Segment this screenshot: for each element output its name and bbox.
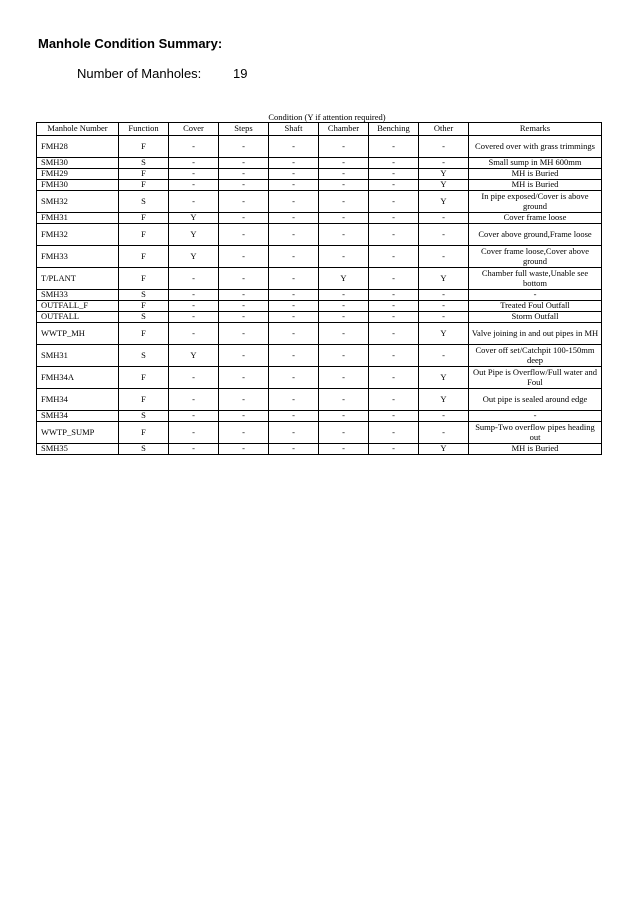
cell-cover: - bbox=[169, 290, 219, 301]
cell-function: F bbox=[119, 213, 169, 224]
table-row bbox=[37, 422, 602, 444]
cell-remarks: Cover frame loose bbox=[469, 213, 602, 224]
cell-remarks: - bbox=[469, 290, 602, 301]
table-row bbox=[37, 411, 602, 422]
cell-manhole-number: SMH30 bbox=[37, 158, 119, 169]
manhole-count-label: Number of Manholes: bbox=[77, 66, 202, 81]
cell-shaft: - bbox=[269, 345, 319, 367]
cell-steps: - bbox=[219, 224, 269, 246]
cell-steps: - bbox=[219, 290, 269, 301]
cell-remarks: Cover above ground,Frame loose bbox=[469, 224, 602, 246]
cell-function: S bbox=[119, 345, 169, 367]
cell-other: Y bbox=[419, 169, 469, 180]
cell-manhole-number: FMH31 bbox=[37, 213, 119, 224]
cell-chamber: Y bbox=[319, 268, 369, 290]
cell-benching: - bbox=[369, 290, 419, 301]
cell-other: - bbox=[419, 422, 469, 444]
manhole-condition-table bbox=[36, 122, 602, 455]
cell-shaft: - bbox=[269, 213, 319, 224]
cell-remarks: Cover frame loose,Cover above ground bbox=[469, 246, 602, 268]
table-row bbox=[37, 290, 602, 301]
cell-shaft: - bbox=[269, 367, 319, 389]
cell-cover: Y bbox=[169, 213, 219, 224]
cell-chamber: - bbox=[319, 290, 369, 301]
cell-steps: - bbox=[219, 180, 269, 191]
cell-function: F bbox=[119, 389, 169, 411]
cell-other: - bbox=[419, 411, 469, 422]
condition-caption: Condition (Y if attention required) bbox=[268, 112, 386, 122]
table-body bbox=[37, 136, 602, 455]
cell-chamber: - bbox=[319, 444, 369, 455]
cell-chamber: - bbox=[319, 345, 369, 367]
table-row bbox=[37, 312, 602, 323]
table-row bbox=[37, 180, 602, 191]
cell-cover: - bbox=[169, 180, 219, 191]
cell-remarks: MH is Buried bbox=[469, 180, 602, 191]
cell-manhole-number: SMH35 bbox=[37, 444, 119, 455]
table-header-row bbox=[37, 123, 602, 136]
cell-other: Y bbox=[419, 268, 469, 290]
cell-benching: - bbox=[369, 213, 419, 224]
cell-manhole-number: FMH33 bbox=[37, 246, 119, 268]
cell-chamber: - bbox=[319, 323, 369, 345]
cell-other: - bbox=[419, 345, 469, 367]
cell-cover: Y bbox=[169, 345, 219, 367]
cell-other: - bbox=[419, 290, 469, 301]
cell-chamber: - bbox=[319, 301, 369, 312]
cell-manhole-number: WWTP_SUMP bbox=[37, 422, 119, 444]
cell-cover: - bbox=[169, 136, 219, 158]
table-row bbox=[37, 246, 602, 268]
cell-benching: - bbox=[369, 301, 419, 312]
cell-steps: - bbox=[219, 268, 269, 290]
table-row bbox=[37, 345, 602, 367]
cell-remarks: Chamber full waste,Unable see bottom bbox=[469, 268, 602, 290]
cell-other: Y bbox=[419, 191, 469, 213]
cell-shaft: - bbox=[269, 136, 319, 158]
cell-cover: - bbox=[169, 444, 219, 455]
cell-steps: - bbox=[219, 301, 269, 312]
cell-shaft: - bbox=[269, 301, 319, 312]
cell-cover: Y bbox=[169, 224, 219, 246]
table-row bbox=[37, 213, 602, 224]
cell-function: F bbox=[119, 268, 169, 290]
cell-manhole-number: FMH29 bbox=[37, 169, 119, 180]
table-row bbox=[37, 191, 602, 213]
cell-function: S bbox=[119, 158, 169, 169]
cell-manhole-number: OUTFALL bbox=[37, 312, 119, 323]
cell-chamber: - bbox=[319, 411, 369, 422]
cell-function: F bbox=[119, 180, 169, 191]
cell-manhole-number: FMH34 bbox=[37, 389, 119, 411]
cell-shaft: - bbox=[269, 422, 319, 444]
cell-benching: - bbox=[369, 268, 419, 290]
cell-benching: - bbox=[369, 411, 419, 422]
cell-other: - bbox=[419, 246, 469, 268]
header-benching: Benching bbox=[369, 123, 419, 136]
cell-steps: - bbox=[219, 345, 269, 367]
cell-chamber: - bbox=[319, 312, 369, 323]
cell-remarks: Covered over with grass trimmings bbox=[469, 136, 602, 158]
cell-remarks: Out Pipe is Overflow/Full water and Foul bbox=[469, 367, 602, 389]
cell-function: F bbox=[119, 301, 169, 312]
cell-benching: - bbox=[369, 191, 419, 213]
table-row bbox=[37, 389, 602, 411]
cell-manhole-number: OUTFALL_F bbox=[37, 301, 119, 312]
cell-other: - bbox=[419, 213, 469, 224]
header-cover: Cover bbox=[169, 123, 219, 136]
cell-chamber: - bbox=[319, 224, 369, 246]
cell-shaft: - bbox=[269, 180, 319, 191]
cell-manhole-number: FMH32 bbox=[37, 224, 119, 246]
cell-steps: - bbox=[219, 312, 269, 323]
cell-shaft: - bbox=[269, 224, 319, 246]
cell-other: - bbox=[419, 224, 469, 246]
cell-other: Y bbox=[419, 367, 469, 389]
cell-chamber: - bbox=[319, 180, 369, 191]
header-chamber: Chamber bbox=[319, 123, 369, 136]
header-shaft: Shaft bbox=[269, 123, 319, 136]
table-row bbox=[37, 323, 602, 345]
table-row bbox=[37, 367, 602, 389]
cell-steps: - bbox=[219, 246, 269, 268]
cell-steps: - bbox=[219, 367, 269, 389]
cell-other: Y bbox=[419, 389, 469, 411]
header-other: Other bbox=[419, 123, 469, 136]
cell-chamber: - bbox=[319, 389, 369, 411]
cell-shaft: - bbox=[269, 290, 319, 301]
cell-benching: - bbox=[369, 323, 419, 345]
cell-shaft: - bbox=[269, 268, 319, 290]
cell-cover: - bbox=[169, 169, 219, 180]
cell-manhole-number: FMH34A bbox=[37, 367, 119, 389]
cell-remarks: Storm Outfall bbox=[469, 312, 602, 323]
cell-function: F bbox=[119, 367, 169, 389]
cell-steps: - bbox=[219, 169, 269, 180]
cell-other: Y bbox=[419, 444, 469, 455]
cell-steps: - bbox=[219, 136, 269, 158]
cell-cover: - bbox=[169, 312, 219, 323]
cell-remarks: MH is Buried bbox=[469, 169, 602, 180]
cell-shaft: - bbox=[269, 312, 319, 323]
cell-benching: - bbox=[369, 345, 419, 367]
cell-steps: - bbox=[219, 191, 269, 213]
cell-steps: - bbox=[219, 213, 269, 224]
cell-chamber: - bbox=[319, 213, 369, 224]
cell-manhole-number: SMH31 bbox=[37, 345, 119, 367]
cell-cover: - bbox=[169, 191, 219, 213]
cell-benching: - bbox=[369, 367, 419, 389]
cell-benching: - bbox=[369, 389, 419, 411]
cell-manhole-number: FMH30 bbox=[37, 180, 119, 191]
cell-other: - bbox=[419, 312, 469, 323]
cell-steps: - bbox=[219, 158, 269, 169]
cell-shaft: - bbox=[269, 389, 319, 411]
cell-manhole-number: WWTP_MH bbox=[37, 323, 119, 345]
cell-cover: - bbox=[169, 268, 219, 290]
cell-function: S bbox=[119, 290, 169, 301]
cell-shaft: - bbox=[269, 411, 319, 422]
cell-function: F bbox=[119, 136, 169, 158]
cell-remarks: Valve joining in and out pipes in MH bbox=[469, 323, 602, 345]
cell-steps: - bbox=[219, 411, 269, 422]
cell-other: - bbox=[419, 158, 469, 169]
cell-shaft: - bbox=[269, 191, 319, 213]
cell-steps: - bbox=[219, 323, 269, 345]
cell-other: Y bbox=[419, 323, 469, 345]
cell-function: S bbox=[119, 411, 169, 422]
cell-remarks: Treated Foul Outfall bbox=[469, 301, 602, 312]
cell-shaft: - bbox=[269, 444, 319, 455]
cell-shaft: - bbox=[269, 246, 319, 268]
header-function: Function bbox=[119, 123, 169, 136]
cell-shaft: - bbox=[269, 169, 319, 180]
cell-benching: - bbox=[369, 136, 419, 158]
cell-cover: - bbox=[169, 323, 219, 345]
cell-manhole-number: FMH28 bbox=[37, 136, 119, 158]
table-row bbox=[37, 158, 602, 169]
cell-cover: - bbox=[169, 422, 219, 444]
cell-shaft: - bbox=[269, 158, 319, 169]
cell-other: - bbox=[419, 301, 469, 312]
manhole-count-value: 19 bbox=[233, 66, 248, 81]
cell-chamber: - bbox=[319, 246, 369, 268]
cell-steps: - bbox=[219, 389, 269, 411]
cell-chamber: - bbox=[319, 367, 369, 389]
cell-cover: Y bbox=[169, 246, 219, 268]
cell-function: F bbox=[119, 246, 169, 268]
header-manhole-number: Manhole Number bbox=[37, 123, 119, 136]
cell-benching: - bbox=[369, 158, 419, 169]
cell-remarks: - bbox=[469, 411, 602, 422]
cell-function: S bbox=[119, 312, 169, 323]
cell-other: - bbox=[419, 136, 469, 158]
cell-chamber: - bbox=[319, 169, 369, 180]
cell-steps: - bbox=[219, 422, 269, 444]
cell-benching: - bbox=[369, 169, 419, 180]
cell-shaft: - bbox=[269, 323, 319, 345]
cell-manhole-number: SMH33 bbox=[37, 290, 119, 301]
cell-chamber: - bbox=[319, 422, 369, 444]
cell-remarks: Out pipe is sealed around edge bbox=[469, 389, 602, 411]
cell-chamber: - bbox=[319, 191, 369, 213]
cell-benching: - bbox=[369, 444, 419, 455]
cell-benching: - bbox=[369, 180, 419, 191]
table-row bbox=[37, 301, 602, 312]
table-row bbox=[37, 444, 602, 455]
cell-cover: - bbox=[169, 411, 219, 422]
table-row bbox=[37, 268, 602, 290]
cell-other: Y bbox=[419, 180, 469, 191]
page-title: Manhole Condition Summary: bbox=[38, 36, 223, 51]
table-row bbox=[37, 169, 602, 180]
cell-function: F bbox=[119, 169, 169, 180]
cell-manhole-number: SMH32 bbox=[37, 191, 119, 213]
cell-chamber: - bbox=[319, 158, 369, 169]
cell-benching: - bbox=[369, 246, 419, 268]
cell-manhole-number: T/PLANT bbox=[37, 268, 119, 290]
cell-function: F bbox=[119, 224, 169, 246]
cell-cover: - bbox=[169, 389, 219, 411]
cell-function: F bbox=[119, 323, 169, 345]
header-remarks: Remarks bbox=[469, 123, 602, 136]
cell-steps: - bbox=[219, 444, 269, 455]
cell-function: S bbox=[119, 444, 169, 455]
cell-function: F bbox=[119, 422, 169, 444]
cell-benching: - bbox=[369, 422, 419, 444]
header-steps: Steps bbox=[219, 123, 269, 136]
table-row bbox=[37, 224, 602, 246]
table-row bbox=[37, 136, 602, 158]
cell-manhole-number: SMH34 bbox=[37, 411, 119, 422]
cell-cover: - bbox=[169, 301, 219, 312]
cell-remarks: Sump-Two overflow pipes heading out bbox=[469, 422, 602, 444]
cell-benching: - bbox=[369, 312, 419, 323]
cell-benching: - bbox=[369, 224, 419, 246]
cell-cover: - bbox=[169, 158, 219, 169]
cell-chamber: - bbox=[319, 136, 369, 158]
cell-function: S bbox=[119, 191, 169, 213]
cell-remarks: MH is Buried bbox=[469, 444, 602, 455]
cell-remarks: Cover off set/Catchpit 100-150mm deep bbox=[469, 345, 602, 367]
cell-remarks: Small sump in MH 600mm bbox=[469, 158, 602, 169]
cell-remarks: In pipe exposed/Cover is above ground bbox=[469, 191, 602, 213]
cell-cover: - bbox=[169, 367, 219, 389]
